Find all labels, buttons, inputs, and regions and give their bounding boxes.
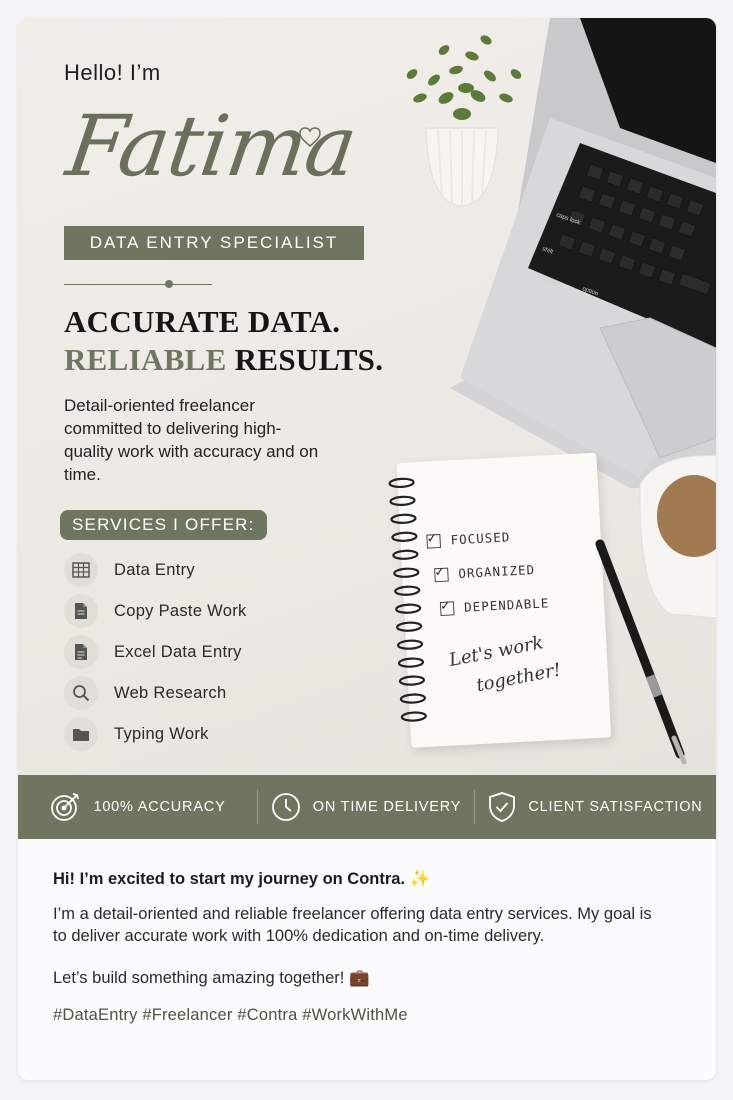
- divider-dot: [165, 280, 173, 288]
- pen-illustration: [588, 538, 698, 768]
- service-item-typing: [64, 717, 209, 751]
- role-badge: DATA ENTRY SPECIALIST: [64, 226, 364, 260]
- checkbox-icon: [440, 601, 455, 616]
- service-label: Excel Data Entry: [114, 642, 242, 661]
- spreadsheet-document-icon: [64, 635, 98, 669]
- heart-icon: [298, 126, 322, 148]
- table-icon: [64, 553, 98, 587]
- notebook-item: ✓ FOCUSED: [426, 529, 510, 548]
- option-key-label: option: [581, 286, 599, 298]
- notebook-script-text: Let's work together!: [447, 632, 563, 697]
- service-label: Typing Work: [114, 724, 209, 743]
- divider-line: [64, 284, 212, 285]
- headline-line-2: RELIABLE RESULTS.: [64, 342, 384, 377]
- services-title-badge: SERVICES I OFFER:: [60, 510, 267, 540]
- service-label: Web Research: [114, 683, 227, 702]
- plant-illustration: [386, 18, 546, 218]
- greeting-text: Hello! I’m: [64, 60, 161, 85]
- service-item-excel: [64, 635, 242, 669]
- notebook-item: ✓ ORGANIZED: [434, 562, 535, 582]
- headline-line-1: ACCURATE DATA.: [64, 304, 341, 339]
- intro-text: Detail-oriented freelancer committed to delivering high-quality work with accuracy and on time.: [64, 396, 319, 484]
- target-icon: [49, 791, 81, 823]
- feature-label: CLIENT SATISFACTION: [528, 799, 703, 815]
- name-text: Fatima: [61, 97, 362, 195]
- search-icon: [64, 676, 98, 710]
- post-title: Hi! I’m excited to start my journey on Contra. ✨: [53, 870, 431, 888]
- shield-check-icon: [488, 791, 516, 823]
- post-cta: Let’s build something amazing together! 💼: [53, 969, 370, 987]
- feature-accuracy: [18, 775, 257, 839]
- service-label: Data Entry: [114, 560, 195, 579]
- checkbox-icon: [426, 533, 441, 548]
- folder-icon: [64, 717, 98, 751]
- service-item-copy-paste: [64, 594, 247, 628]
- feature-label: 100% ACCURACY: [93, 799, 226, 815]
- clock-icon: [271, 792, 301, 822]
- shift-key-label: shift: [541, 246, 554, 256]
- service-item-data-entry: [64, 553, 195, 587]
- service-label: Copy Paste Work: [114, 601, 247, 620]
- feature-label: ON TIME DELIVERY: [312, 799, 462, 815]
- feature-on-time: [258, 775, 474, 839]
- headline: [64, 303, 383, 379]
- post-card: [18, 18, 716, 1080]
- document-icon: [64, 594, 98, 628]
- notebook-illustration: [379, 452, 618, 753]
- features-bar: [18, 775, 716, 839]
- post-body: I’m a detail-oriented and reliable freelancer offering data entry services. My goal is to deliver accurate work with 100% dedication and on-time delivery.: [53, 905, 652, 945]
- control-key-label: control: [539, 276, 559, 289]
- caps-lock-key-label: caps lock: [555, 212, 581, 227]
- service-item-web-research: [64, 676, 226, 710]
- notebook-item: ✓ DEPENDABLE: [440, 595, 550, 616]
- checkbox-icon: [434, 567, 449, 582]
- post-hashtags[interactable]: #DataEntry #Freelancer #Contra #WorkWithMe: [53, 1006, 408, 1024]
- poster-image: [18, 18, 716, 775]
- post-text: [53, 870, 653, 1025]
- feature-client-satisfaction: [475, 775, 716, 839]
